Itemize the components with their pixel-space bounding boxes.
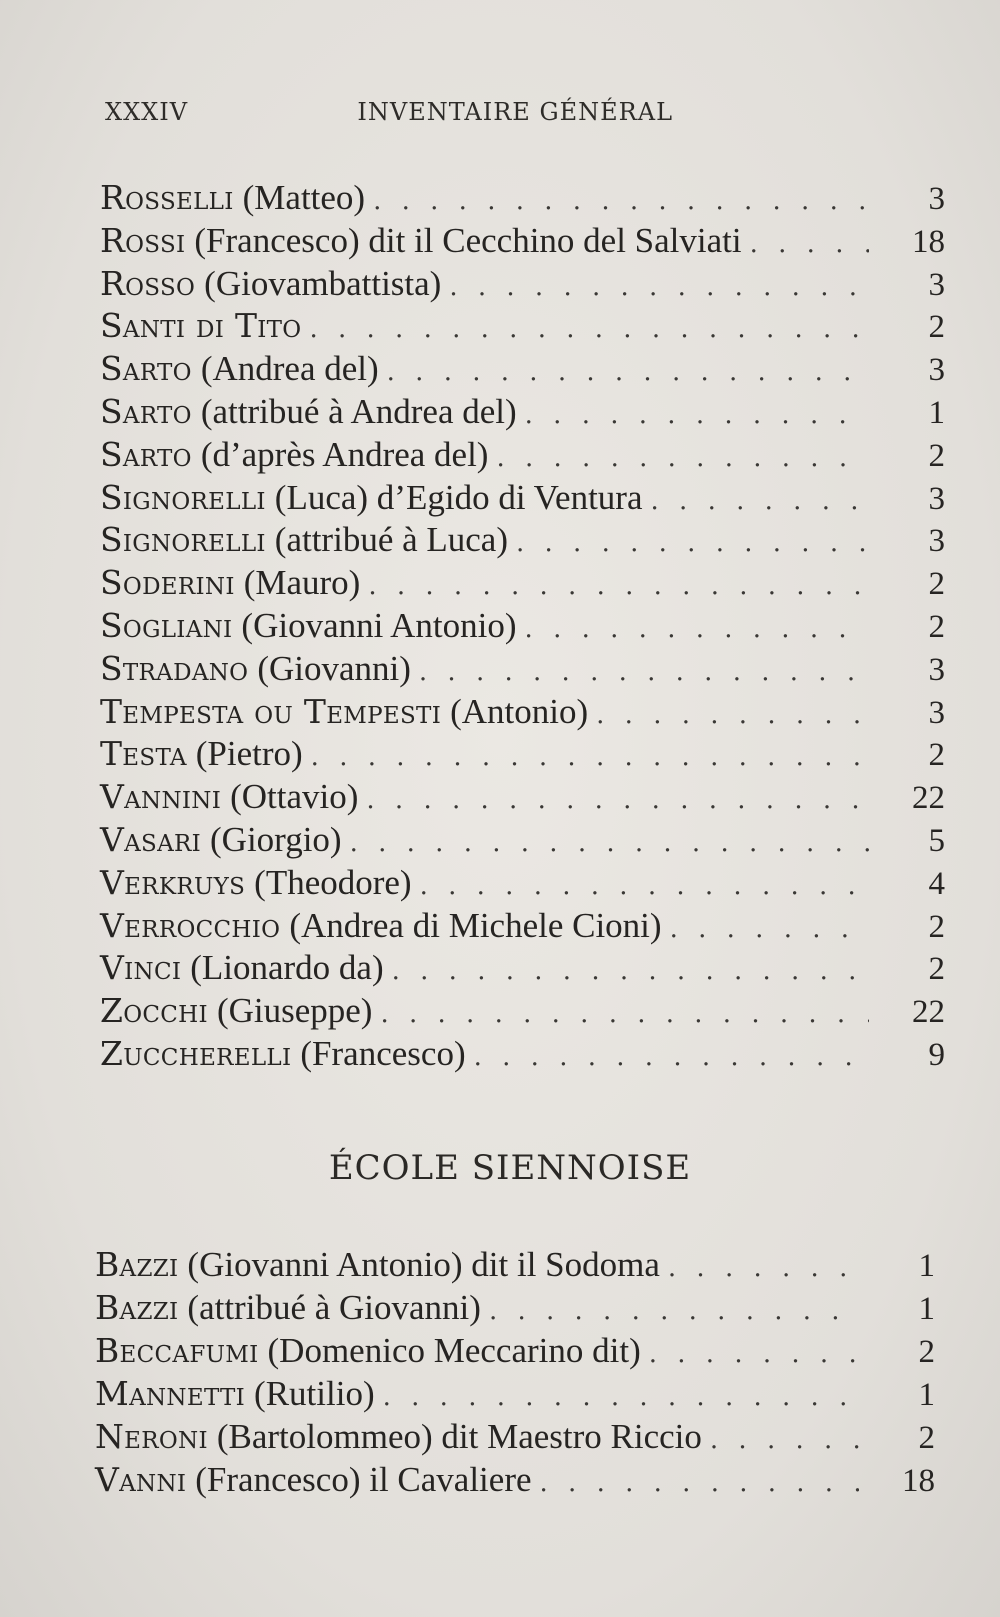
work-count: 3 (928, 523, 945, 560)
dot-leader (540, 1462, 859, 1505)
dot-leader (392, 950, 869, 993)
dot-leader (496, 437, 869, 480)
artist-detail: (Lionardo da) (190, 948, 384, 988)
artist-detail: (Bartolommeo) dit Maestro Riccio (216, 1417, 702, 1456)
work-count: 2 (918, 1334, 935, 1370)
list-item (100, 947, 945, 990)
artist-detail: (d’après Andrea del) (200, 434, 489, 474)
list-item (100, 776, 945, 819)
dot-leader (350, 822, 869, 865)
list-item (100, 862, 945, 905)
work-count: 9 (928, 1036, 945, 1073)
list-item (100, 605, 945, 648)
work-count: 2 (928, 566, 945, 603)
artist-detail: (attribué à Giovanni) (187, 1288, 481, 1327)
list-item (100, 305, 945, 348)
dot-leader (516, 522, 869, 565)
work-count: 18 (912, 223, 945, 260)
artist-detail: (Matteo) (242, 178, 366, 217)
dot-leader (373, 180, 869, 223)
artist-name: Rosselli (100, 178, 234, 217)
work-count: 3 (928, 352, 945, 389)
section-entry-list (95, 1243, 935, 1501)
dot-leader (380, 993, 869, 1036)
artist-detail: (Andrea del) (200, 349, 379, 389)
work-count: 1 (918, 1291, 935, 1327)
artist-name: Santi di Tito (100, 306, 302, 346)
list-item (100, 905, 945, 948)
artist-name: Beccafumi (95, 1331, 259, 1370)
dot-leader (670, 908, 869, 951)
artist-detail: (Pietro) (195, 734, 303, 774)
page-title: INVENTAIRE GÉNÉRAL (357, 98, 673, 126)
artist-name: Sogliani (100, 605, 233, 645)
list-item (100, 691, 945, 734)
list-item (95, 1329, 935, 1372)
dot-leader (368, 565, 869, 608)
work-count: 22 (912, 780, 945, 817)
dot-leader (651, 480, 869, 523)
artist-name: Zocchi (100, 991, 208, 1031)
dot-leader (750, 223, 869, 266)
work-count: 2 (928, 908, 945, 945)
work-count: 22 (912, 994, 945, 1031)
work-count: 3 (928, 651, 945, 688)
dot-leader (525, 608, 869, 651)
page-number: XXXIV (105, 98, 189, 126)
list-item (100, 477, 945, 520)
list-item (100, 434, 945, 477)
artist-name: Bazzi (95, 1288, 179, 1327)
artist-name: Stradano (100, 648, 249, 688)
dot-leader (474, 1036, 869, 1079)
dot-leader (387, 351, 869, 394)
dot-leader (311, 736, 869, 779)
work-count: 18 (902, 1463, 935, 1499)
artist-detail: (Giorgio) (210, 819, 342, 859)
artist-detail: (Antonio) (450, 691, 589, 731)
dot-leader (649, 1333, 859, 1376)
dot-leader (420, 865, 869, 908)
artist-name: Signorelli (100, 477, 266, 517)
dot-leader (449, 266, 869, 309)
list-item (100, 648, 945, 691)
list-item (100, 220, 945, 263)
dot-leader (309, 308, 869, 351)
artist-detail: (Francesco) il Cavaliere (195, 1460, 532, 1499)
artist-name: Tempesta ou Tempesti (100, 691, 442, 731)
list-item (95, 1415, 935, 1458)
work-count: 3 (928, 694, 945, 731)
dot-leader (710, 1419, 859, 1462)
work-count: 2 (928, 309, 945, 346)
artist-name: Neroni (95, 1417, 208, 1456)
artist-name: Testa (100, 734, 187, 774)
list-item (100, 177, 945, 220)
artist-detail: (Theodore) (254, 862, 412, 902)
work-count: 3 (928, 181, 945, 217)
artist-name: Bazzi (95, 1245, 179, 1284)
artist-name: Verrocchio (100, 905, 281, 945)
dot-leader (668, 1247, 859, 1290)
artist-name: Signorelli (100, 520, 266, 560)
artist-detail: (Rutilio) (254, 1374, 375, 1413)
section-heading: ÉCOLE SIENNOISE (328, 1148, 692, 1188)
dot-leader (525, 394, 869, 437)
artist-detail: (Luca) d’Egido di Ventura (274, 477, 643, 517)
dot-leader (596, 694, 869, 737)
artist-name: Verkruys (100, 862, 246, 902)
list-item (100, 263, 945, 306)
artist-detail: (Francesco) (300, 1033, 466, 1073)
list-item (100, 733, 945, 776)
artist-detail: (Giovambattista) (204, 263, 442, 303)
list-item (100, 819, 945, 862)
artist-detail: (Giovanni) (257, 648, 411, 688)
work-count: 2 (928, 951, 945, 988)
list-item (95, 1243, 935, 1286)
artist-name: Zuccherelli (100, 1033, 292, 1073)
artist-name: Sarto (100, 391, 192, 431)
list-item (100, 562, 945, 605)
artist-detail: (Ottavio) (230, 777, 359, 817)
work-count: 3 (928, 480, 945, 517)
work-count: 1 (918, 1377, 935, 1413)
running-head (105, 98, 675, 126)
artist-name: Vanni (95, 1460, 187, 1499)
dot-leader (489, 1290, 859, 1333)
work-count: 3 (928, 266, 945, 303)
dot-leader (383, 1376, 859, 1419)
work-count: 4 (928, 865, 945, 902)
list-item (95, 1458, 935, 1501)
artist-name: Rossi (100, 220, 186, 260)
list-item (100, 519, 945, 562)
artist-detail: (Giovanni Antonio) dit il Sodoma (187, 1245, 660, 1284)
work-count: 5 (928, 822, 945, 859)
work-count: 1 (928, 394, 945, 431)
list-item (100, 391, 945, 434)
list-item (100, 1033, 945, 1076)
list-item (95, 1286, 935, 1329)
work-count: 2 (928, 608, 945, 645)
artist-name: Soderini (100, 563, 235, 603)
work-count: 2 (928, 737, 945, 774)
list-item (100, 990, 945, 1033)
artist-name: Mannetti (95, 1374, 246, 1413)
work-count: 2 (928, 437, 945, 474)
artist-detail: (Giuseppe) (216, 991, 373, 1031)
list-item (95, 1372, 935, 1415)
artist-detail: (Domenico Meccarino dit) (267, 1331, 641, 1370)
artist-name: Vannini (100, 777, 222, 817)
artist-name: Sarto (100, 349, 192, 389)
artist-name: Rosso (100, 263, 196, 303)
artist-name: Vinci (100, 948, 182, 988)
artist-detail: (Mauro) (243, 563, 361, 603)
dot-leader (366, 779, 869, 822)
work-count: 1 (918, 1248, 935, 1284)
entry-list (100, 177, 945, 1076)
dot-leader (419, 651, 869, 694)
artist-detail: (Giovanni Antonio) (241, 605, 517, 645)
artist-detail: (Francesco) dit il Cecchino del Salviati (194, 220, 742, 260)
list-item (100, 348, 945, 391)
artist-detail: (Andrea di Michele Cioni) (289, 905, 662, 945)
artist-detail: (attribué à Andrea del) (200, 391, 517, 431)
artist-name: Vasari (100, 819, 202, 859)
work-count: 2 (918, 1420, 935, 1456)
artist-detail: (attribué à Luca) (274, 520, 508, 560)
artist-name: Sarto (100, 434, 192, 474)
